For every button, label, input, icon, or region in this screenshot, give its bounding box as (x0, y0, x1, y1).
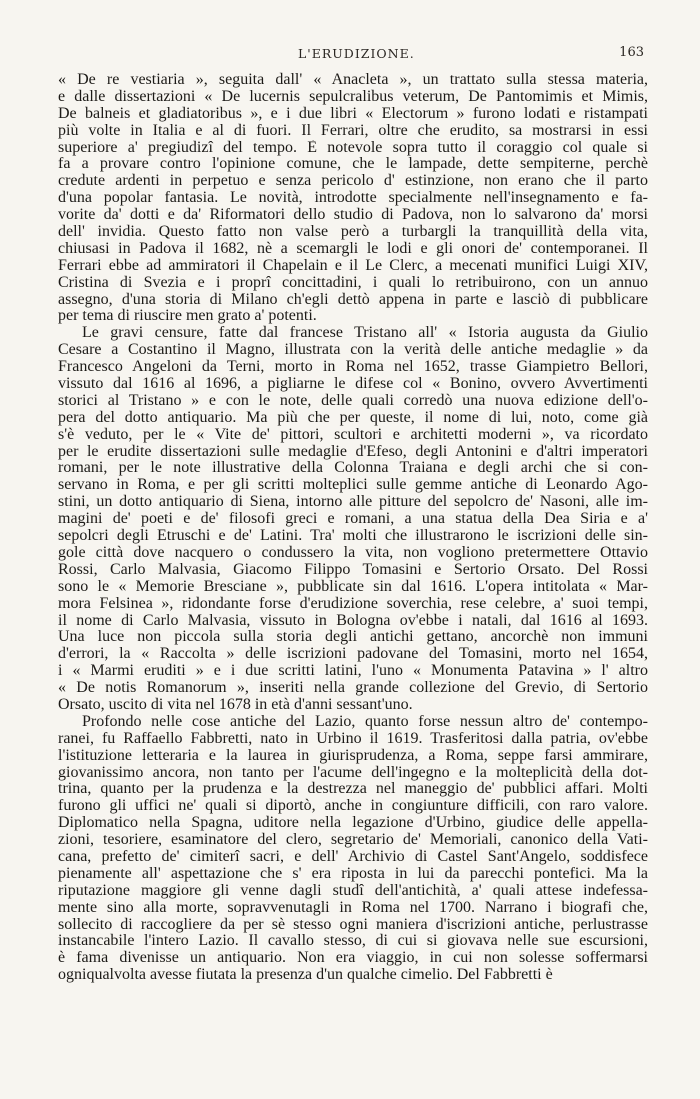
text-line: Francesco Angeloni da Terni, morto in Roma nel 1652, trasse Giampietro Bellori, (58, 359, 648, 376)
paragraph (58, 72, 648, 325)
text-line: il nome di Carlo Malvasia, vissuto in Bologna ov'ebbe i natali, dal 1616 al 1693. (58, 612, 648, 629)
text-line: sollecito di raccogliere da per sè stesso ogni maniera d'iscrizioni antiche, perlustrasse (58, 916, 648, 933)
text-line: « De notis Romanorum », inseriti nella grande collezione del Grevio, di Sertorio (58, 680, 648, 697)
text-line: Rossi, Carlo Malvasia, Giacomo Filippo Tomasini e Sertorio Orsato. Del Rossi (58, 561, 648, 578)
text-line: Una luce non piccola sulla storia degli antichi gettano, ancorchè non immuni (58, 629, 648, 646)
text-line: instancabile l'intero Lazio. Il cavallo stesso, di cui si giovava nelle sue escursioni, (58, 933, 648, 950)
text-line: mente sino alla morte, sopravvenutagli in Roma nel 1700. Narrano i biografi che, (58, 899, 648, 916)
text-line: Orsato, uscito di vita nel 1678 in età d'anni sessant'uno. (58, 696, 413, 713)
text-line: per le erudite dissertazioni sulle medaglie d'Efeso, degli Antonini e d'altri imperatori (58, 443, 648, 460)
text-line: per tema di riuscire men grato a' potenti. (58, 308, 317, 325)
body-text (58, 72, 648, 984)
text-line: fa a provare contro l'opinione comune, che le lampade, dette sempiterne, perchè (58, 156, 648, 173)
text-line: assegno, d'una storia di Milano ch'egli dettò appena in parte e lasciò di pubblicare (58, 291, 648, 308)
text-line: Profondo nelle cose antiche del Lazio, quanto forse nessun altro de' contempo- (82, 713, 648, 730)
text-line: i « Marmi eruditi » e i due scritti latini, l'uno « Monumenta Patavina » l' altro (58, 663, 648, 680)
text-line: stini, un dotto antiquario di Siena, intorno alle pitture del sepolcro de' Nasoni, alle im- (58, 494, 648, 511)
text-line: dell' invidia. Questo fatto non valse però a turbargli la tranquillità della vita, (58, 224, 648, 241)
text-line: l'istituzione letteraria e la laurea in giurisprudenza, a Roma, seppe farsi ammirare, (58, 747, 648, 764)
paragraph (58, 325, 648, 713)
text-line: chiusasi in Padova il 1682, nè a scemargli le lodi e gli onori de' contemporanei. Il (58, 240, 648, 257)
text-line: è fama divenisse un antiquario. Non era viaggio, in cui non solesse soffermarsi (58, 950, 648, 967)
text-line: vissuto dal 1616 al 1696, a pigliarne le difese col « Bonino, ovvero Avvertimenti (58, 376, 648, 393)
text-line: trina, quanto per la prudenza e la destrezza nel maneggio de' pubblici affari. Molti (58, 781, 648, 798)
text-line: d'una popolar fantasia. Le novità, introdotte specialmente nell'insegnamento e fa- (58, 190, 648, 207)
text-line: s'è veduto, per le « Vite de' pittori, scultori e architetti moderni », va ricordato (58, 426, 648, 443)
text-line: credute ardenti in perpetuo e senza pericolo d' estinzione, non erano che il parto (58, 173, 648, 190)
text-line: ogniqualvolta avesse fiutata la presenza d'un qualche cimelio. Del Fabbretti è (58, 967, 553, 984)
text-line: Cesare a Costantino il Magno, illustrata con la verità delle antiche medaglie » da (58, 342, 648, 359)
text-line: magini de' poeti e de' filosofi greci e romani, a una statua della Dea Siria e a' (58, 511, 648, 528)
text-line: gole città dove nacquero o condussero la vita, non vogliono pretermettere Ottavio (58, 544, 648, 561)
text-line: zioni, tesoriere, esaminatore del clero, segretario de' Memoriali, canonico della Vati- (58, 832, 648, 849)
page-number: 163 (619, 45, 644, 60)
text-line: Ferrari ebbe ad ammiratori il Chapelain e il Le Clerc, a mecenati munifici Luigi XIV, (58, 257, 648, 274)
text-line: sepolcri degli Etruschi e de' Latini. Tra' molti che illustrarono le iscrizioni delle sin- (58, 528, 648, 545)
text-line: sono le « Memorie Bresciane », pubblicate sin dal 1616. L'opera intitolata « Mar- (58, 578, 648, 595)
text-line: De balneis et gladiatoribus », e i due libri « Electorum » furono lodati e ristampati (58, 105, 648, 122)
text-line: riputazione maggiore gli venne dagli studî dell'antichità, a' quali attese indefessa- (58, 882, 648, 899)
text-line: superiore a' pregiudizî del tempo. È notevole sopra tutto il coraggio col quale si (58, 139, 648, 156)
text-line: servano in Roma, e per gli scritti molteplici sulle gemme antiche di Leonardo Ago- (58, 477, 648, 494)
text-line: e dalle dissertazioni « De lucernis sepulcralibus veterum, De Pantomimis et Mimis, (58, 88, 648, 105)
text-line: cana, prefetto de' cimiterî sacri, e dell' Archivio di Castel Sant'Angelo, soddisfece (58, 848, 648, 865)
text-line: pera del dotto antiquario. Ma più che per queste, il nome di lui, noto, come già (58, 409, 648, 426)
text-line: romani, per le note illustrative della Colonna Traiana e degli archi che si con- (58, 460, 648, 477)
text-line: storici al Tristano » e con le note, delle quali corredò una nuova edizione dell'o- (58, 392, 648, 409)
text-line: più volte in Italia e al di fuori. Il Ferrari, oltre che erudito, sa mostrarsi in essi (58, 122, 648, 139)
text-line: ranei, fu Raffaello Fabbretti, nato in Urbino il 1619. Trasferitosi dalla patria, ov'ebbe (58, 730, 648, 747)
paragraph (58, 714, 648, 984)
text-line: Le gravi censure, fatte dal francese Tristano all' « Istoria augusta da Giulio (82, 325, 648, 342)
text-line: mora Felsinea », ridondante forse d'erudizione soverchia, rese celebre, a' suoi tempi, (58, 595, 648, 612)
running-head: L'ERUDIZIONE. (298, 46, 415, 61)
text-line: pienamente all' aspettazione che s' era riposta in lui da parecchi pontefici. Ma la (58, 865, 648, 882)
text-line: « De re vestiaria », seguita dall' « Anacleta », un trattato sulla stessa materia, (58, 72, 648, 88)
text-line: Cristina di Svezia e i proprî concittadini, i quali lo retribuirono, con un annuo (58, 274, 648, 291)
text-line: giovanissimo ancora, non tanto per l'acume dell'ingegno e la molteplicità della dot- (58, 764, 648, 781)
text-line: d'errori, la « Raccolta » delle iscrizioni padovane del Tomasini, morto nel 1654, (58, 646, 648, 663)
text-line: furono gli uffici ne' quali si diportò, anche in congiunture difficili, con raro valore. (58, 798, 648, 815)
text-line: Diplomatico nella Spagna, uditore nella legazione d'Urbino, giudice delle appella- (58, 815, 648, 832)
text-line: vorite da' dotti e da' Riformatori dello studio di Padova, non lo salvarono da' morsi (58, 207, 648, 224)
